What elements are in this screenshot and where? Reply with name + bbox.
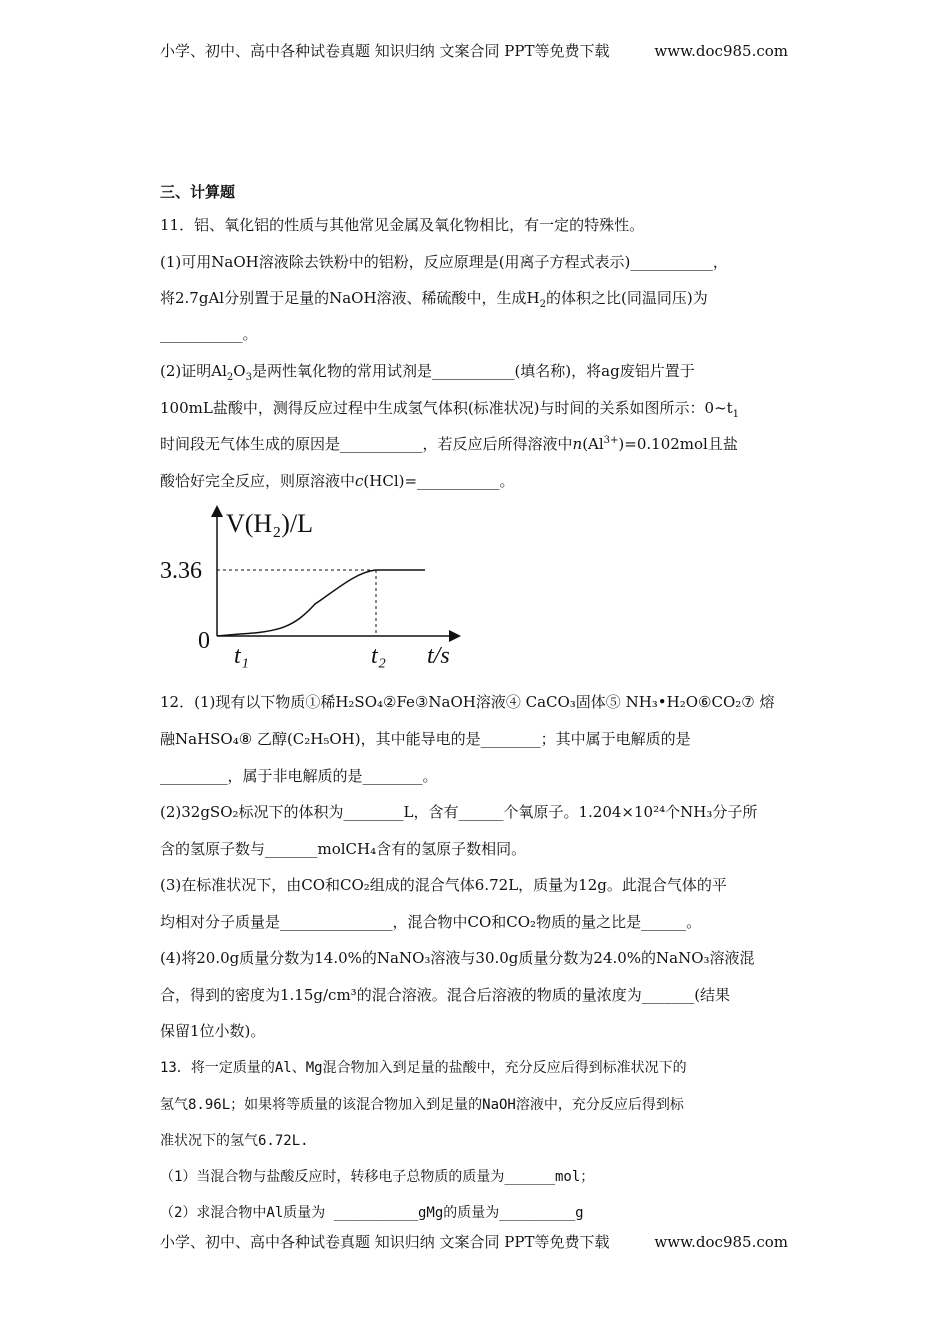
origin-label: 0	[198, 628, 210, 654]
x-tick-t1: t₁	[234, 643, 250, 669]
x-axis-label: t/s	[427, 643, 450, 669]
q12-line3: _________，属于非电解质的是________。	[160, 767, 438, 785]
section-title: 三、计算题	[160, 183, 236, 201]
y-axis-label: V(H₂)/L	[226, 509, 314, 538]
q11-part2-line2: 100mL盐酸中，测得反应过程中生成氢气体积(标准状况)与时间的关系如图所示：$0\sim t_1$	[160, 399, 740, 420]
q13-line4: （1）当混合物与盐酸反应时，转移电子总物质的质量为______mol；	[160, 1169, 595, 1185]
page-header	[160, 41, 800, 61]
q12-line8: (4)将20.0g质量分数为14.0%的NaNO₃溶液与30.0g质量分数为24.0%的NaNO₃溶液混	[160, 949, 755, 967]
h2-volume-chart	[160, 500, 470, 680]
q11-part2-line3: 时间段无气体生成的原因是___________，若反应后所得溶液中$n(Al^{3+})=0.102mol$且盐	[160, 435, 738, 453]
q11-part1-line2: 将2.7gAl分别置于足量的NaOH溶液、稀硫酸中，生成$H_2$的体积之比(同温同压)为	[160, 289, 708, 310]
q13-line2: 氢气8.96L；如果将等质量的该混合物加入到足量的NaOH溶液中，充分反应后得到标	[160, 1097, 684, 1113]
footer-left-text: 小学、初中、高中各种试卷真题 知识归纳 文案合同 PPT等免费下载	[160, 1233, 610, 1251]
header-site-url: www.doc985.com	[654, 42, 788, 60]
q12-line1: 12．(1)现有以下物质①稀H₂SO₄②Fe③NaOH溶液④ CaCO₃固体⑤ NH₃•H₂O⑥CO₂⑦ 熔	[160, 693, 775, 711]
q13-line1: 13．将一定质量的Al、Mg混合物加入到足量的盐酸中，充分反应后得到标准状况下的	[160, 1060, 687, 1076]
q11-part1-line1: (1)可用NaOH溶液除去铁粉中的铝粉，反应原理是(用离子方程式表示)___________，	[160, 253, 728, 271]
q12-line9: 合，得到的密度为1.15g/cm³的混合溶液。混合后溶液的物质的量浓度为_______(结果	[160, 986, 731, 1004]
y-tick-label: 3.36	[160, 558, 202, 584]
q12-line4: (2)32gSO₂标况下的体积为________L，含有______个氧原子。1.204×10²⁴个NH₃分子所	[160, 803, 758, 821]
q13-line3: 准状况下的氢气6.72L.	[160, 1133, 309, 1149]
q12-line5: 含的氢原子数与_______molCH₄含有的氢原子数相同。	[160, 840, 527, 858]
q12-line2: 融NaHSO₄⑧ 乙醇(C₂H₅OH)，其中能导电的是________；其中属于电解质的是	[160, 730, 691, 748]
header-left-text: 小学、初中、高中各种试卷真题 知识归纳 文案合同 PPT等免费下载	[160, 42, 610, 60]
q13-line5: （2）求混合物中Al质量为 __________gMg的质量为_________g	[160, 1205, 584, 1221]
q12-line6: (3)在标准状况下，由CO和CO₂组成的混合气体6.72L，质量为12g。此混合气体的平	[160, 876, 727, 894]
q12-line10: 保留1位小数)。	[160, 1022, 266, 1040]
q11-part2-line1: (2)证明$Al_2O_3$是两性氧化物的常用试剂是___________(填名称)，将ag废铝片置于	[160, 362, 695, 383]
footer-site-url: www.doc985.com	[654, 1233, 788, 1251]
x-tick-t2: t₂	[371, 643, 387, 669]
q11-intro: 11．铝、氧化铝的性质与其他常见金属及氧化物相比，有一定的特殊性。	[160, 216, 645, 234]
q12-line7: 均相对分子质量是_______________，混合物中CO和CO₂物质的量之比是______。	[160, 913, 702, 931]
q11-part2-line4: 酸恰好完全反应，则原溶液中c(HCl)=___________。	[160, 472, 515, 490]
page-footer	[160, 1232, 800, 1252]
q11-part1-line3: ___________。	[160, 325, 258, 343]
series-line	[217, 570, 425, 636]
